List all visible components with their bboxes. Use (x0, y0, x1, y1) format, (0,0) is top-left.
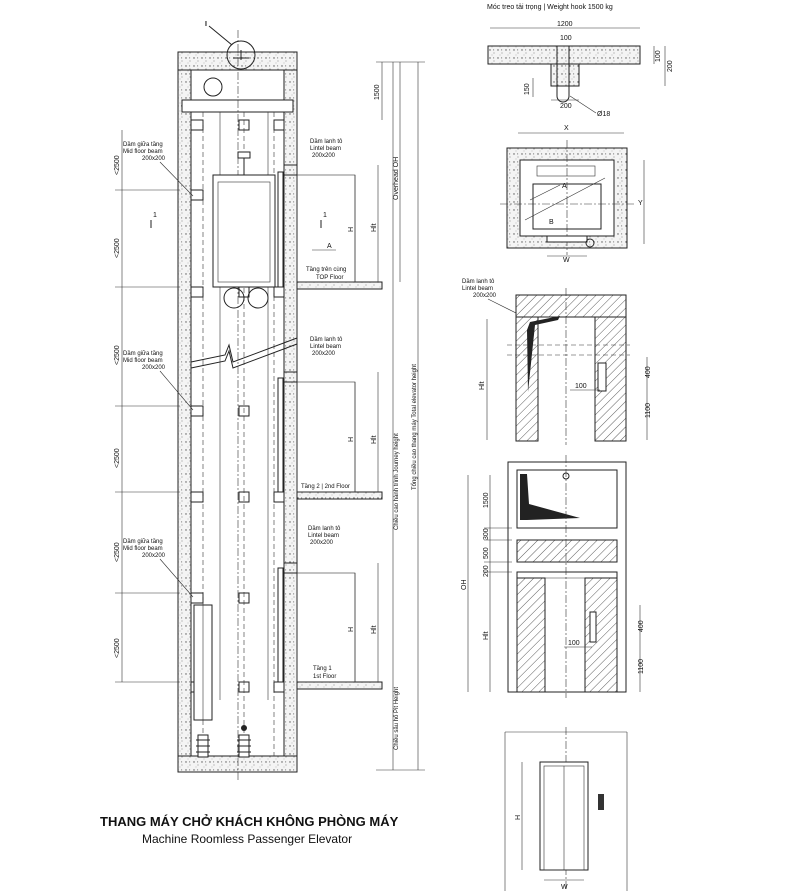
svg-text:A: A (562, 183, 567, 190)
svg-text:Overhead OH: Overhead OH (393, 156, 400, 200)
floor1-label: Tầng 1 (313, 666, 332, 672)
svg-text:<2500: <2500 (114, 238, 121, 258)
title-en: Machine Roomless Passenger Elevator (142, 832, 353, 846)
floor1-slab (297, 682, 382, 689)
svg-text:150: 150 (524, 83, 531, 95)
svg-text:Dầm giữa tầng: Dầm giữa tầng (123, 142, 163, 148)
floor2-label: Tầng 2 | 2nd Floor (301, 484, 350, 490)
svg-text:OH: OH (461, 579, 468, 590)
svg-text:Dầm lanh tô: Dầm lanh tô (308, 526, 341, 532)
svg-text:Dầm lanh tô: Dầm lanh tô (310, 139, 343, 145)
svg-text:H: H (515, 814, 522, 820)
svg-text:W: W (561, 884, 568, 891)
plan-view (500, 125, 644, 264)
svg-text:200: 200 (667, 60, 674, 72)
svg-text:200x200: 200x200 (142, 553, 166, 559)
svg-text:Mid floor beam: Mid floor beam (123, 546, 163, 552)
section-marker: I (205, 21, 207, 28)
shaft-section (114, 21, 425, 780)
svg-text:Lintel beam: Lintel beam (462, 286, 494, 292)
svg-text:Lintel beam: Lintel beam (310, 344, 342, 350)
svg-text:H: H (348, 626, 355, 632)
top-floor-slab (297, 282, 382, 289)
svg-text:W: W (563, 257, 570, 264)
floor2-slab (297, 492, 382, 499)
svg-text:<2500: <2500 (114, 542, 121, 562)
svg-text:200x200: 200x200 (312, 351, 336, 357)
svg-text:1200: 1200 (557, 21, 573, 28)
svg-text:Dầm lanh tô: Dầm lanh tô (462, 279, 495, 285)
svg-text:1500: 1500 (374, 84, 381, 100)
hook-title: Móc treo tải trọng | Weight hook 1500 kg (487, 4, 613, 11)
top-floor-label: Tầng trên cùng (306, 267, 347, 273)
traction-sheave (204, 78, 222, 96)
svg-text:Hlt: Hlt (371, 435, 378, 444)
svg-text:B: B (549, 219, 554, 226)
svg-text:Y: Y (638, 200, 643, 207)
svg-text:200x200: 200x200 (142, 365, 166, 371)
svg-text:Lintel beam: Lintel beam (310, 146, 342, 152)
svg-text:1: 1 (323, 212, 327, 219)
floor-spacing-dims (114, 130, 180, 682)
svg-text:400: 400 (638, 620, 645, 632)
svg-text:200x200: 200x200 (312, 153, 336, 159)
svg-text:<2500: <2500 (114, 448, 121, 468)
door-section-detail (462, 279, 652, 445)
svg-text:Hlt: Hlt (371, 223, 378, 232)
svg-text:200x200: 200x200 (142, 156, 166, 162)
door-view (505, 727, 627, 891)
svg-text:A: A (327, 243, 332, 250)
elevator-car (213, 175, 275, 287)
svg-text:X: X (564, 125, 569, 132)
svg-text:400: 400 (645, 366, 652, 378)
svg-text:Lintel beam: Lintel beam (308, 533, 340, 539)
svg-text:Dầm giữa tầng: Dầm giữa tầng (123, 539, 163, 545)
svg-text:100: 100 (575, 383, 587, 390)
svg-text:1100: 1100 (638, 658, 645, 674)
title-vi: THANG MÁY CHỞ KHÁCH KHÔNG PHÒNG MÁY (100, 814, 399, 829)
svg-text:Hlt: Hlt (479, 381, 486, 390)
svg-text:Tổng chiều cao thang máy Total: Tổng chiều cao thang máy Total elevator height (412, 364, 418, 490)
svg-text:200x200: 200x200 (473, 293, 497, 299)
pit-slab (178, 756, 297, 772)
front-elevation (461, 455, 645, 698)
svg-text:Chiều sâu hố Pit Height: Chiều sâu hố Pit Height (394, 686, 400, 750)
svg-text:TOP Floor: TOP Floor (316, 275, 344, 281)
svg-text:Mid floor beam: Mid floor beam (123, 358, 163, 364)
svg-text:Hlt: Hlt (483, 631, 490, 640)
call-button-panel (598, 794, 604, 810)
svg-text:100: 100 (560, 35, 572, 42)
svg-text:200x200: 200x200 (310, 540, 334, 546)
svg-text:<2500: <2500 (114, 638, 121, 658)
svg-text:H: H (348, 226, 355, 232)
svg-text:100: 100 (655, 50, 662, 62)
hook-detail (487, 4, 674, 118)
svg-text:200: 200 (560, 103, 572, 110)
svg-text:1: 1 (153, 212, 157, 219)
svg-text:1st Floor: 1st Floor (313, 674, 337, 680)
left-wall (178, 70, 191, 770)
svg-text:<2500: <2500 (114, 345, 121, 365)
svg-text:Hlt: Hlt (371, 625, 378, 634)
landing-dims (348, 165, 378, 682)
roof-slab (178, 52, 297, 70)
top-beam (182, 100, 293, 112)
svg-text:300: 300 (483, 528, 490, 540)
svg-text:1100: 1100 (645, 402, 652, 418)
svg-text:H: H (348, 436, 355, 442)
svg-text:Ø18: Ø18 (597, 111, 611, 118)
svg-text:Mid floor beam: Mid floor beam (123, 149, 163, 155)
svg-text:100: 100 (568, 640, 580, 647)
svg-text:Chiều cao hành trình Journey h: Chiều cao hành trình Journey height (394, 433, 400, 530)
svg-text:Dầm lanh tô: Dầm lanh tô (310, 337, 343, 343)
svg-text:1500: 1500 (483, 492, 490, 508)
svg-text:<2500: <2500 (114, 155, 121, 175)
height-dims (374, 62, 425, 770)
svg-text:500: 500 (483, 547, 490, 559)
svg-text:200: 200 (483, 565, 490, 577)
svg-text:Dầm giữa tầng: Dầm giữa tầng (123, 351, 163, 357)
